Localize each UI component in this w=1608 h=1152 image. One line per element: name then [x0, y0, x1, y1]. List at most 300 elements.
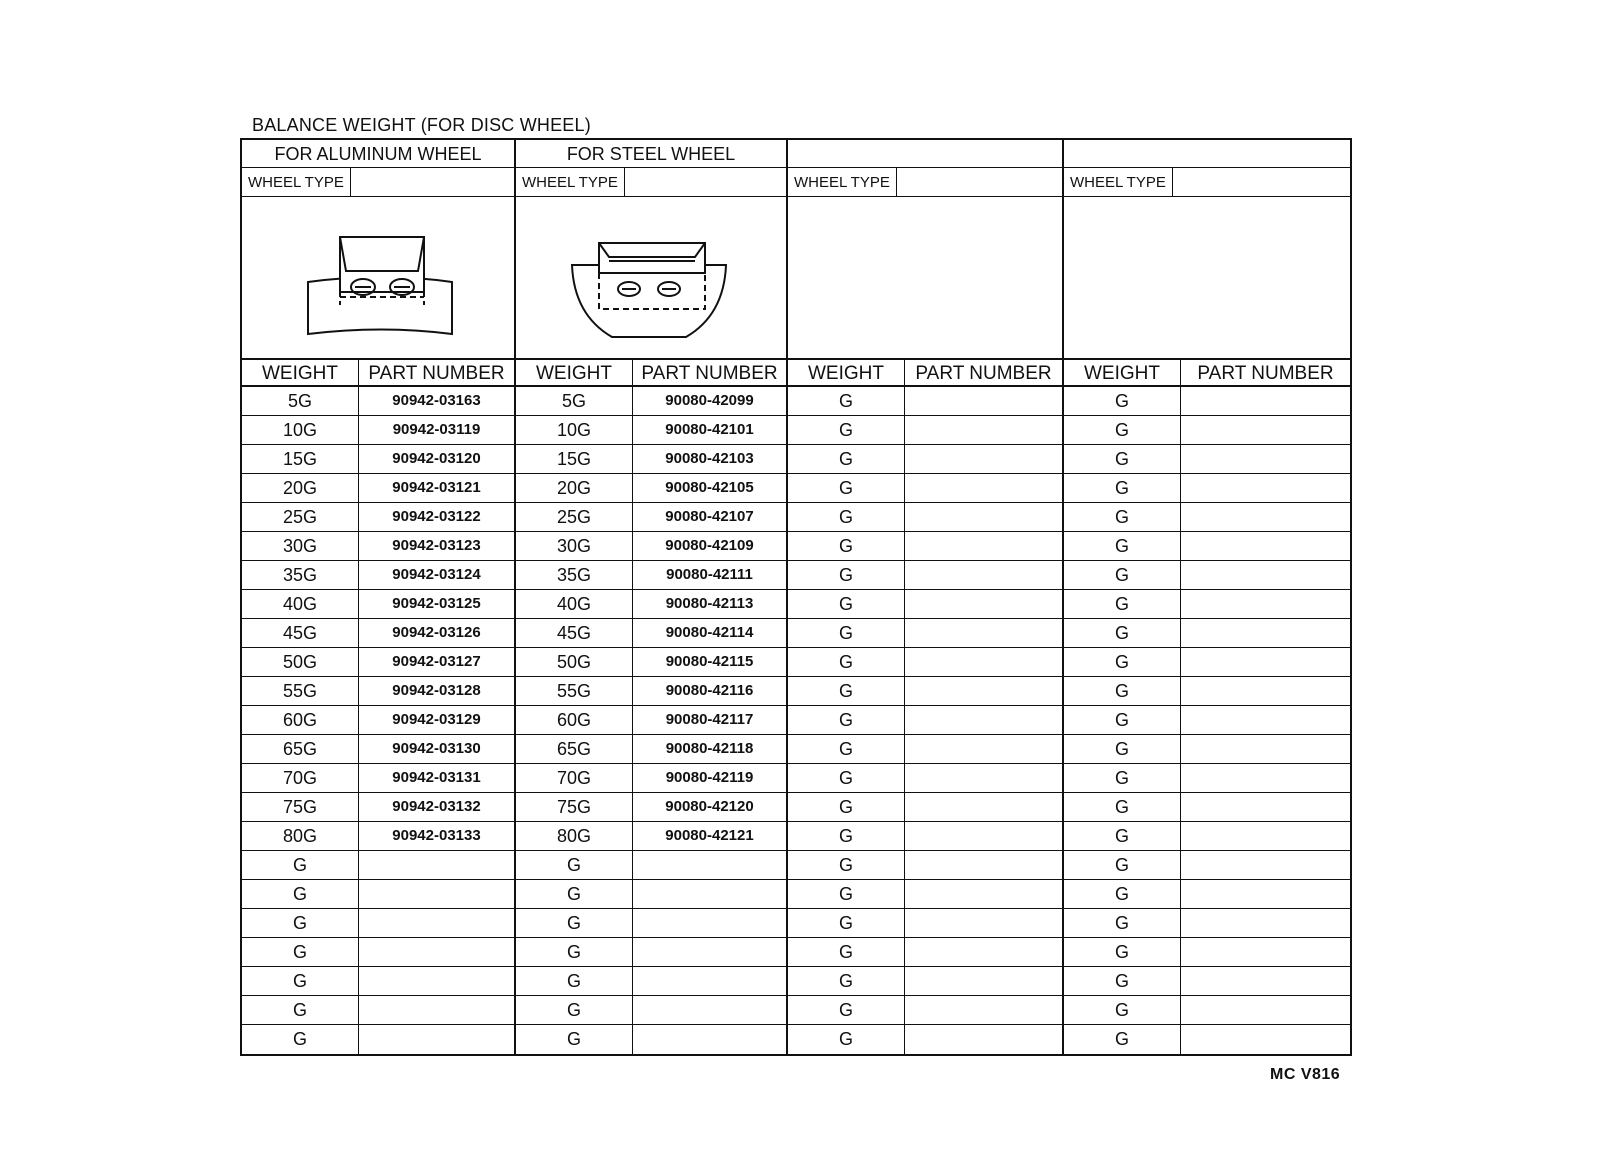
aluminum-weight-drawing: [242, 197, 514, 357]
weight-cell: G: [1064, 735, 1181, 763]
weight-column-header: WEIGHT: [1064, 360, 1181, 385]
wheel-type-row: [788, 168, 1062, 197]
part-number-cell: [633, 880, 786, 908]
part-number-cell: [359, 880, 514, 908]
table-row: [1064, 938, 1350, 967]
table-row: [1064, 416, 1350, 445]
part-number-cell: 90942-03121: [392, 479, 481, 496]
weight-cell: 25G: [242, 503, 359, 531]
group-aluminum-wheel: [242, 140, 514, 1054]
weight-cell: G: [516, 1025, 633, 1054]
part-number-cell: [905, 938, 1062, 966]
weight-cell: 55G: [242, 677, 359, 705]
table-row: [516, 590, 786, 619]
table-row: [516, 996, 786, 1025]
weight-cell: 10G: [516, 416, 633, 444]
weight-cell: 50G: [242, 648, 359, 676]
part-number-cell: 90080-42109: [665, 537, 754, 554]
table-row: [1064, 735, 1350, 764]
weight-cell: 35G: [242, 561, 359, 589]
table-row: [242, 561, 514, 590]
part-number-cell: [359, 967, 514, 995]
part-number-cell: [1181, 822, 1350, 850]
weight-cell: G: [516, 938, 633, 966]
table-row: [242, 706, 514, 735]
table-row: [788, 474, 1062, 503]
weight-cell: G: [788, 677, 905, 705]
weight-cell: G: [788, 416, 905, 444]
wheel-type-row: [1064, 168, 1350, 197]
part-number-cell: [359, 996, 514, 1024]
weight-cell: G: [788, 793, 905, 821]
table-row: [1064, 503, 1350, 532]
part-number-cell: [633, 967, 786, 995]
weight-column-header: WEIGHT: [516, 360, 633, 385]
weight-cell: G: [1064, 764, 1181, 792]
part-number-cell: 90080-42115: [665, 653, 754, 670]
part-number-cell: 90080-42114: [665, 624, 754, 641]
table-row: [516, 706, 786, 735]
part-number-cell: [1181, 851, 1350, 879]
part-number-cell: 90080-42116: [665, 682, 754, 699]
table-row: [1064, 561, 1350, 590]
table-row: [242, 387, 514, 416]
part-number-cell: 90942-03128: [392, 682, 481, 699]
weight-cell: G: [788, 590, 905, 618]
weight-cell: G: [516, 909, 633, 937]
table-row: [1064, 793, 1350, 822]
weight-cell: 40G: [516, 590, 633, 618]
weight-cell: G: [1064, 793, 1181, 821]
part-number-cell: 90080-42121: [665, 827, 754, 844]
table-row: [516, 503, 786, 532]
part-number-column-header: PART NUMBER: [368, 363, 505, 384]
part-number-cell: [905, 677, 1062, 705]
table-row: [1064, 474, 1350, 503]
weight-cell: G: [788, 387, 905, 415]
part-number-cell: 90080-42117: [665, 711, 754, 728]
table-row: [242, 851, 514, 880]
part-number-cell: [905, 735, 1062, 763]
table-row: [1064, 822, 1350, 851]
weight-cell: G: [788, 648, 905, 676]
table-row: [1064, 648, 1350, 677]
part-number-cell: [905, 619, 1062, 647]
part-number-cell: [1181, 706, 1350, 734]
table-row: [788, 967, 1062, 996]
weight-cell: G: [1064, 967, 1181, 995]
table-row: [788, 532, 1062, 561]
weight-cell: G: [788, 938, 905, 966]
weight-illustration-cell: [242, 197, 514, 360]
part-number-cell: [905, 561, 1062, 589]
table-row: [1064, 590, 1350, 619]
table-row: [516, 967, 786, 996]
weight-cell: 65G: [516, 735, 633, 763]
weight-cell: 45G: [242, 619, 359, 647]
table-row: [788, 764, 1062, 793]
table-row: [516, 677, 786, 706]
weight-cell: G: [788, 1025, 905, 1054]
weight-cell: G: [788, 706, 905, 734]
part-number-cell: 90942-03133: [392, 827, 481, 844]
weight-cell: 60G: [516, 706, 633, 734]
table-row: [788, 822, 1062, 851]
part-number-column-header: PART NUMBER: [1197, 363, 1334, 384]
weight-cell: 30G: [516, 532, 633, 560]
weight-cell: G: [1064, 677, 1181, 705]
weight-cell: 80G: [516, 822, 633, 850]
part-number-cell: 90080-42111: [666, 566, 753, 583]
weight-cell: G: [1064, 561, 1181, 589]
weight-cell: G: [788, 445, 905, 473]
table-row: [516, 619, 786, 648]
table-body: [242, 387, 514, 1054]
part-number-cell: [905, 474, 1062, 502]
table-row: [788, 561, 1062, 590]
weight-cell: 25G: [516, 503, 633, 531]
weight-cell: G: [788, 996, 905, 1024]
part-number-cell: 90080-42113: [665, 595, 754, 612]
part-number-cell: 90080-42099: [665, 392, 754, 409]
table-row: [1064, 387, 1350, 416]
weight-cell: G: [788, 735, 905, 763]
part-number-cell: [905, 590, 1062, 618]
weight-cell: 60G: [242, 706, 359, 734]
column-header-row: [516, 360, 786, 387]
table-row: [1064, 706, 1350, 735]
table-row: [242, 445, 514, 474]
table-row: [242, 619, 514, 648]
table-row: [516, 851, 786, 880]
weight-cell: 40G: [242, 590, 359, 618]
weight-cell: G: [242, 1025, 359, 1054]
part-number-cell: [1181, 445, 1350, 473]
table-row: [788, 387, 1062, 416]
part-number-cell: 90080-42103: [665, 450, 754, 467]
weight-cell: G: [1064, 851, 1181, 879]
table-row: [242, 967, 514, 996]
part-number-cell: [1181, 561, 1350, 589]
part-number-cell: [359, 851, 514, 879]
weight-cell: G: [1064, 503, 1181, 531]
part-number-cell: 90942-03122: [392, 508, 481, 525]
table-row: [516, 387, 786, 416]
group-blank-2: [1062, 140, 1350, 1054]
part-number-cell: [905, 706, 1062, 734]
weight-cell: 65G: [242, 735, 359, 763]
part-number-cell: [905, 416, 1062, 444]
part-number-cell: [905, 793, 1062, 821]
weight-cell: 50G: [516, 648, 633, 676]
part-number-cell: [905, 851, 1062, 879]
weight-cell: G: [1064, 909, 1181, 937]
weight-cell: G: [242, 996, 359, 1024]
weight-cell: G: [516, 967, 633, 995]
table-row: [516, 416, 786, 445]
weight-cell: 5G: [242, 387, 359, 415]
table-row: [242, 822, 514, 851]
part-number-cell: [905, 503, 1062, 531]
table-row: [242, 880, 514, 909]
table-row: [788, 1025, 1062, 1054]
table-row: [242, 532, 514, 561]
table-row: [788, 909, 1062, 938]
weight-cell: G: [1064, 880, 1181, 908]
weight-cell: G: [1064, 706, 1181, 734]
part-number-cell: [1181, 938, 1350, 966]
weight-cell: 5G: [516, 387, 633, 415]
weight-cell: 75G: [242, 793, 359, 821]
weight-cell: G: [242, 967, 359, 995]
part-number-cell: [1181, 387, 1350, 415]
table-row: [788, 938, 1062, 967]
weight-cell: G: [1064, 532, 1181, 560]
weight-cell: G: [788, 619, 905, 647]
weight-cell: G: [788, 561, 905, 589]
weight-cell: G: [788, 880, 905, 908]
column-header-row: [242, 360, 514, 387]
weight-cell: G: [1064, 996, 1181, 1024]
balance-weight-table: [240, 138, 1352, 1056]
weight-cell: G: [788, 532, 905, 560]
part-number-cell: 90080-42107: [665, 508, 754, 525]
weight-cell: G: [1064, 445, 1181, 473]
weight-cell: G: [1064, 416, 1181, 444]
table-row: [788, 677, 1062, 706]
weight-cell: G: [788, 822, 905, 850]
table-row: [242, 793, 514, 822]
part-number-cell: [1181, 648, 1350, 676]
part-number-cell: [905, 648, 1062, 676]
part-number-cell: 90942-03131: [392, 769, 481, 786]
part-number-cell: [633, 851, 786, 879]
part-number-cell: [633, 909, 786, 937]
group-heading: FOR ALUMINUM WHEEL: [242, 140, 514, 168]
weight-cell: 10G: [242, 416, 359, 444]
table-row: [1064, 445, 1350, 474]
table-row: [1064, 532, 1350, 561]
group-steel-wheel: [514, 140, 786, 1054]
part-number-cell: [905, 445, 1062, 473]
table-row: [1064, 880, 1350, 909]
steel-weight-drawing: [516, 197, 788, 357]
part-number-cell: [1181, 967, 1350, 995]
wheel-type-label: WHEEL TYPE: [788, 168, 897, 196]
table-row: [516, 561, 786, 590]
table-row: [788, 735, 1062, 764]
table-row: [516, 764, 786, 793]
group-heading: [788, 140, 1062, 168]
weight-cell: 15G: [516, 445, 633, 473]
weight-cell: 70G: [516, 764, 633, 792]
part-number-cell: 90942-03120: [392, 450, 481, 467]
table-row: [788, 619, 1062, 648]
table-body: [788, 387, 1062, 1054]
part-number-cell: 90942-03127: [392, 653, 481, 670]
weight-cell: G: [1064, 938, 1181, 966]
part-number-cell: [1181, 909, 1350, 937]
part-number-column-header: PART NUMBER: [915, 363, 1052, 384]
table-row: [242, 764, 514, 793]
part-number-cell: [905, 909, 1062, 937]
weight-cell: G: [1064, 474, 1181, 502]
weight-cell: G: [516, 996, 633, 1024]
table-body: [516, 387, 786, 1054]
table-row: [242, 996, 514, 1025]
part-number-cell: [1181, 1025, 1350, 1054]
table-row: [242, 909, 514, 938]
table-row: [788, 851, 1062, 880]
table-row: [1064, 851, 1350, 880]
part-number-cell: 90080-42105: [665, 479, 754, 496]
part-number-cell: 90942-03163: [392, 392, 481, 409]
wheel-type-row: [516, 168, 786, 197]
table-row: [1064, 909, 1350, 938]
table-row: [516, 445, 786, 474]
wheel-type-label: WHEEL TYPE: [242, 168, 351, 196]
weight-cell: 70G: [242, 764, 359, 792]
weight-cell: 80G: [242, 822, 359, 850]
part-number-cell: [905, 764, 1062, 792]
table-row: [242, 474, 514, 503]
part-number-cell: [1181, 880, 1350, 908]
part-number-cell: [1181, 793, 1350, 821]
part-number-cell: [1181, 764, 1350, 792]
table-row: [516, 822, 786, 851]
wheel-type-row: [242, 168, 514, 197]
part-number-cell: 90942-03126: [392, 624, 481, 641]
table-row: [788, 445, 1062, 474]
weight-cell: G: [242, 938, 359, 966]
table-row: [788, 793, 1062, 822]
part-number-cell: 90080-42120: [665, 798, 754, 815]
table-row: [242, 648, 514, 677]
weight-illustration-cell: [516, 197, 786, 360]
part-number-cell: [359, 938, 514, 966]
weight-cell: G: [1064, 648, 1181, 676]
table-row: [788, 996, 1062, 1025]
table-row: [516, 648, 786, 677]
table-row: [1064, 967, 1350, 996]
part-number-cell: [1181, 474, 1350, 502]
weight-cell: 35G: [516, 561, 633, 589]
part-number-cell: 90942-03125: [392, 595, 481, 612]
part-number-cell: [905, 387, 1062, 415]
part-number-cell: [633, 938, 786, 966]
weight-cell: G: [788, 967, 905, 995]
part-number-cell: 90942-03130: [392, 740, 481, 757]
part-number-cell: [1181, 416, 1350, 444]
part-number-cell: [633, 1025, 786, 1054]
part-number-cell: [905, 1025, 1062, 1054]
group-heading: FOR STEEL WHEEL: [516, 140, 786, 168]
weight-cell: G: [788, 474, 905, 502]
part-number-cell: [1181, 996, 1350, 1024]
part-number-cell: [1181, 590, 1350, 618]
part-number-cell: 90942-03132: [392, 798, 481, 815]
table-row: [1064, 677, 1350, 706]
weight-cell: G: [242, 880, 359, 908]
group-heading: [1064, 140, 1350, 168]
weight-illustration-cell: [1064, 197, 1350, 360]
wheel-type-label: WHEEL TYPE: [1064, 168, 1173, 196]
weight-cell: 55G: [516, 677, 633, 705]
table-row: [516, 474, 786, 503]
table-row: [1064, 619, 1350, 648]
weight-cell: G: [1064, 590, 1181, 618]
part-number-cell: [1181, 677, 1350, 705]
part-number-cell: [905, 532, 1062, 560]
part-number-cell: [1181, 619, 1350, 647]
table-row: [1064, 764, 1350, 793]
part-number-cell: 90080-42101: [665, 421, 754, 438]
table-row: [516, 909, 786, 938]
weight-cell: G: [242, 909, 359, 937]
part-number-cell: [359, 909, 514, 937]
table-row: [242, 938, 514, 967]
table-row: [242, 416, 514, 445]
part-number-cell: [1181, 532, 1350, 560]
part-number-cell: 90942-03119: [392, 421, 481, 438]
table-row: [516, 793, 786, 822]
weight-cell: G: [1064, 387, 1181, 415]
weight-cell: 45G: [516, 619, 633, 647]
weight-cell: 75G: [516, 793, 633, 821]
part-number-cell: [633, 996, 786, 1024]
part-number-cell: 90080-42119: [665, 769, 754, 786]
wheel-type-label: WHEEL TYPE: [516, 168, 625, 196]
part-number-cell: [359, 1025, 514, 1054]
table-row: [788, 880, 1062, 909]
weight-illustration-cell: [788, 197, 1062, 360]
table-row: [516, 880, 786, 909]
weight-cell: G: [1064, 822, 1181, 850]
table-row: [242, 590, 514, 619]
part-number-cell: [905, 880, 1062, 908]
weight-cell: 30G: [242, 532, 359, 560]
part-number-cell: 90942-03124: [392, 566, 481, 583]
table-row: [1064, 1025, 1350, 1054]
table-row: [516, 532, 786, 561]
weight-cell: 20G: [516, 474, 633, 502]
part-number-cell: 90942-03129: [392, 711, 481, 728]
part-number-cell: 90942-03123: [392, 537, 481, 554]
table-row: [242, 735, 514, 764]
part-number-column-header: PART NUMBER: [641, 363, 778, 384]
column-header-row: [788, 360, 1062, 387]
weight-cell: G: [516, 880, 633, 908]
weight-cell: G: [788, 909, 905, 937]
part-number-cell: [905, 967, 1062, 995]
table-body: [1064, 387, 1350, 1054]
table-row: [242, 677, 514, 706]
table-row: [242, 1025, 514, 1054]
weight-cell: G: [1064, 1025, 1181, 1054]
weight-cell: G: [516, 851, 633, 879]
table-row: [242, 503, 514, 532]
part-number-cell: [1181, 503, 1350, 531]
part-number-cell: [1181, 735, 1350, 763]
weight-cell: G: [788, 851, 905, 879]
weight-cell: 20G: [242, 474, 359, 502]
table-row: [516, 1025, 786, 1054]
part-number-cell: [905, 822, 1062, 850]
table-row: [788, 706, 1062, 735]
table-row: [516, 735, 786, 764]
weight-cell: G: [1064, 619, 1181, 647]
table-row: [788, 590, 1062, 619]
